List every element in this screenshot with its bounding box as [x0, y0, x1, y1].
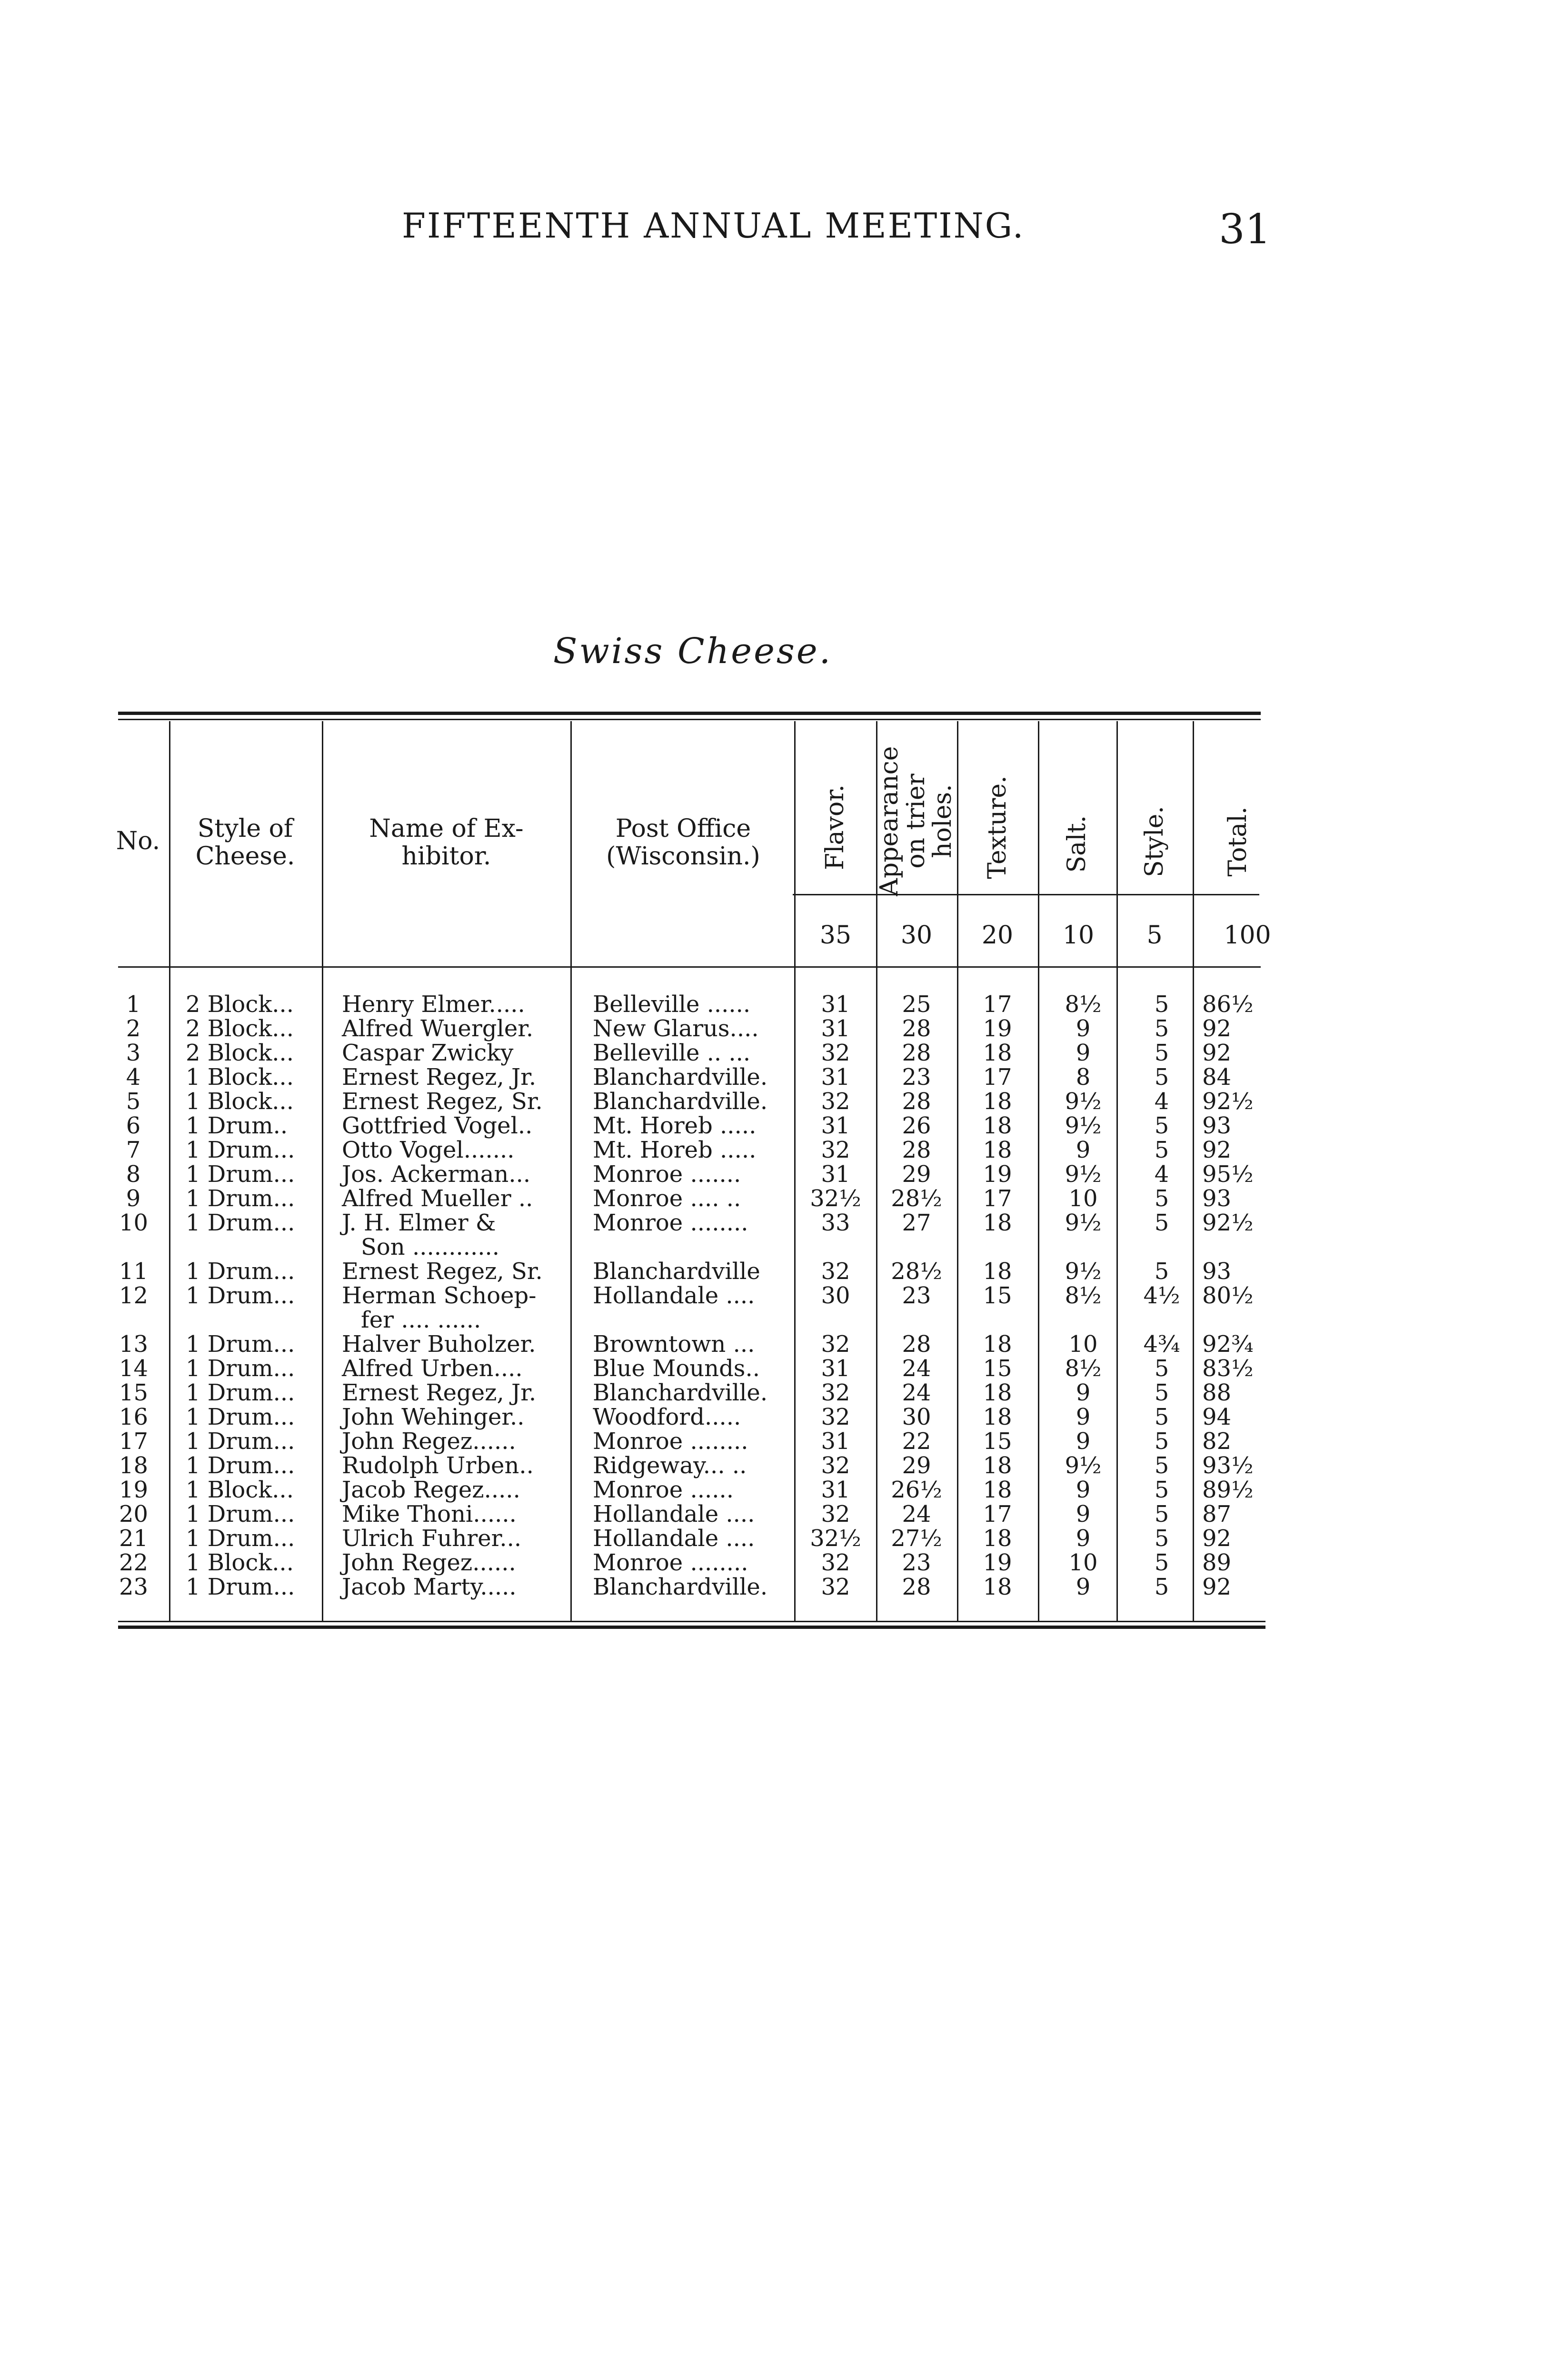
- row-exhibitor: Alfred Mueller ..: [342, 1185, 533, 1212]
- row-appearance-score: 28½: [891, 1185, 942, 1212]
- table-row: [0, 1527, 1554, 1551]
- header-style-line: Style of: [197, 814, 293, 843]
- running-head: FIFTEENTH ANNUAL MEETING.: [402, 206, 1025, 246]
- table-row: [0, 1041, 1554, 1065]
- row-texture-score: 18: [983, 1574, 1012, 1600]
- row-style-score: 5: [1154, 1258, 1169, 1285]
- header-flavor: Flavor.: [821, 784, 849, 871]
- row-post-office: Hollandale ....: [593, 1525, 755, 1552]
- table-row: [0, 1357, 1554, 1381]
- row-texture-score: 17: [983, 991, 1012, 1018]
- table-row: [0, 1405, 1554, 1429]
- row-flavor-score: 32: [821, 1574, 850, 1600]
- row-post-office: Blanchardville.: [593, 1088, 768, 1115]
- row-cheese-style: 1 Drum...: [186, 1379, 295, 1406]
- row-post-office: Blanchardville: [593, 1258, 760, 1285]
- table-top-rule-thick: [118, 712, 1261, 715]
- row-total-score: 84: [1202, 1064, 1232, 1091]
- row-flavor-score: 30: [821, 1282, 850, 1309]
- row-exhibitor: Henry Elmer.....: [342, 991, 525, 1018]
- row-salt-score: 9: [1076, 1574, 1091, 1600]
- row-salt-score: 10: [1068, 1185, 1098, 1212]
- row-appearance-score: 29: [902, 1452, 931, 1479]
- row-salt-score: 10: [1068, 1549, 1098, 1576]
- row-flavor-score: 31: [821, 991, 850, 1018]
- header-divider-rule: [793, 894, 1259, 895]
- row-appearance-score: 28½: [891, 1258, 942, 1285]
- row-cheese-style: 1 Drum...: [186, 1210, 295, 1236]
- row-total-score: 86½: [1202, 991, 1254, 1018]
- table-row: [0, 1284, 1554, 1332]
- row-flavor-score: 31: [821, 1428, 850, 1455]
- row-texture-score: 17: [983, 1501, 1012, 1527]
- row-appearance-score: 25: [902, 991, 931, 1018]
- row-style-score: 5: [1154, 1549, 1169, 1576]
- row-number: 4: [126, 1064, 141, 1091]
- header-appearance-line: on trier: [902, 774, 930, 869]
- table-row: [0, 1211, 1554, 1259]
- max-salt: 10: [1062, 921, 1095, 950]
- row-total-score: 89: [1202, 1549, 1232, 1576]
- header-post-line: (Wisconsin.): [606, 842, 760, 871]
- row-total-score: 92¾: [1202, 1331, 1254, 1358]
- row-flavor-score: 32: [821, 1549, 850, 1576]
- row-cheese-style: 1 Drum..: [186, 1112, 288, 1139]
- row-texture-score: 17: [983, 1064, 1012, 1091]
- row-appearance-score: 23: [902, 1064, 931, 1091]
- row-number: 17: [119, 1428, 149, 1455]
- row-exhibitor: John Regez......: [342, 1549, 516, 1576]
- row-total-score: 89½: [1202, 1477, 1254, 1503]
- row-flavor-score: 32: [821, 1137, 850, 1163]
- header-texture: Texture.: [983, 775, 1012, 879]
- row-texture-score: 15: [983, 1428, 1012, 1455]
- max-texture: 20: [981, 921, 1014, 950]
- row-total-score: 92: [1202, 1574, 1232, 1600]
- row-number: 23: [119, 1574, 149, 1600]
- table-bottom-rule-thin: [118, 1621, 1265, 1622]
- row-cheese-style: 1 Drum...: [186, 1258, 295, 1285]
- row-appearance-score: 26: [902, 1112, 931, 1139]
- row-total-score: 92: [1202, 1525, 1232, 1552]
- page-number: 31: [1219, 206, 1271, 253]
- row-salt-score: 9½: [1065, 1161, 1102, 1188]
- header-style-of-cheese: [171, 815, 319, 870]
- row-salt-score: 8½: [1065, 991, 1102, 1018]
- header-name-line: Name of Ex-: [369, 814, 524, 843]
- row-post-office: Mt. Horeb .....: [593, 1112, 757, 1139]
- row-cheese-style: 1 Block...: [186, 1088, 294, 1115]
- table-row: [0, 1551, 1554, 1575]
- row-texture-score: 18: [983, 1404, 1012, 1430]
- row-total-score: 93½: [1202, 1452, 1254, 1479]
- row-appearance-score: 28: [902, 1137, 931, 1163]
- section-title: Swiss Cheese.: [553, 631, 833, 672]
- header-appearance-line: holes.: [928, 784, 957, 858]
- row-post-office: Monroe ........: [593, 1210, 748, 1236]
- header-no: No.: [116, 827, 160, 855]
- row-salt-score: 9½: [1065, 1258, 1102, 1285]
- row-post-office: Blue Mounds..: [593, 1355, 760, 1382]
- header-post-line: Post Office: [615, 814, 751, 843]
- row-style-score: 5: [1154, 1428, 1169, 1455]
- table-row: [0, 1114, 1554, 1138]
- row-salt-score: 9: [1076, 1501, 1091, 1527]
- row-total-score: 92: [1202, 1040, 1232, 1066]
- row-texture-score: 18: [983, 1210, 1012, 1236]
- header-exhibitor: [324, 815, 569, 870]
- row-style-score: 5: [1154, 991, 1169, 1018]
- row-cheese-style: 1 Drum...: [186, 1574, 295, 1600]
- row-flavor-score: 32: [821, 1501, 850, 1527]
- header-appearance-line: Appearance: [875, 746, 904, 896]
- header-style-score: Style.: [1140, 806, 1169, 877]
- row-cheese-style: 1 Block...: [186, 1064, 294, 1091]
- row-cheese-style: 1 Block...: [186, 1477, 294, 1503]
- row-number: 2: [126, 1015, 141, 1042]
- row-texture-score: 17: [983, 1185, 1012, 1212]
- row-exhibitor: Jacob Regez.....: [342, 1477, 520, 1503]
- row-salt-score: 9: [1076, 1379, 1091, 1406]
- row-post-office: Blanchardville.: [593, 1064, 768, 1091]
- row-post-office: Monroe ........: [593, 1549, 748, 1576]
- row-texture-score: 19: [983, 1015, 1012, 1042]
- row-exhibitor: John Wehinger..: [342, 1404, 525, 1430]
- row-exhibitor-line: Herman Schoep-: [342, 1282, 537, 1309]
- row-style-score: 5: [1154, 1574, 1169, 1600]
- row-exhibitor-line: fer .... ......: [361, 1307, 481, 1333]
- header-name-line: hibitor.: [401, 842, 491, 871]
- table-row: [0, 1065, 1554, 1090]
- row-number: 21: [119, 1525, 149, 1552]
- row-style-score: 5: [1154, 1379, 1169, 1406]
- table-row: [0, 1162, 1554, 1187]
- row-texture-score: 18: [983, 1331, 1012, 1358]
- row-exhibitor: Ernest Regez, Jr.: [342, 1379, 537, 1406]
- row-exhibitor: Ulrich Fuhrer...: [342, 1525, 522, 1552]
- row-exhibitor-line: Son ............: [361, 1234, 500, 1260]
- row-style-score: 4: [1154, 1088, 1169, 1115]
- row-exhibitor: Alfred Wuergler.: [342, 1015, 534, 1042]
- row-appearance-score: 28: [902, 1088, 931, 1115]
- row-salt-score: 9: [1076, 1428, 1091, 1455]
- row-number: 14: [119, 1355, 149, 1382]
- row-salt-score: 9: [1076, 1477, 1091, 1503]
- table-row: [0, 1259, 1554, 1284]
- row-flavor-score: 31: [821, 1161, 850, 1188]
- row-texture-score: 18: [983, 1040, 1012, 1066]
- row-appearance-score: 24: [902, 1355, 931, 1382]
- row-salt-score: 9½: [1065, 1452, 1102, 1479]
- row-cheese-style: 1 Drum...: [186, 1452, 295, 1479]
- table-row: [0, 1575, 1554, 1599]
- row-number: 16: [119, 1404, 149, 1430]
- row-appearance-score: 27½: [891, 1525, 942, 1552]
- table-row: [0, 1381, 1554, 1405]
- row-number: 3: [126, 1040, 141, 1066]
- row-exhibitor: Gottfried Vogel..: [342, 1112, 533, 1139]
- header-salt: Salt.: [1063, 815, 1091, 873]
- row-cheese-style: 1 Drum...: [186, 1428, 295, 1455]
- row-appearance-score: 30: [902, 1404, 931, 1430]
- row-texture-score: 19: [983, 1549, 1012, 1576]
- row-appearance-score: 28: [902, 1015, 931, 1042]
- row-number: 11: [119, 1258, 149, 1285]
- row-cheese-style: 2 Block...: [186, 1015, 294, 1042]
- row-exhibitor: Otto Vogel.......: [342, 1137, 515, 1163]
- row-exhibitor-line: J. H. Elmer &: [342, 1210, 496, 1236]
- header-appearance: [876, 733, 957, 909]
- row-cheese-style: 1 Drum...: [186, 1404, 295, 1430]
- row-exhibitor: Rudolph Urben..: [342, 1452, 534, 1479]
- row-style-score: 5: [1154, 1525, 1169, 1552]
- table-row: [0, 1332, 1554, 1357]
- row-exhibitor: Caspar Zwicky: [342, 1040, 514, 1066]
- row-post-office: Monroe .... ..: [593, 1185, 741, 1212]
- row-number: 15: [119, 1379, 149, 1406]
- row-post-office: Monroe .......: [593, 1161, 741, 1188]
- table-row: [0, 1017, 1554, 1041]
- table-row: [0, 1478, 1554, 1502]
- row-salt-score: 8½: [1065, 1282, 1102, 1309]
- row-exhibitor: [342, 1211, 499, 1259]
- row-flavor-score: 31: [821, 1355, 850, 1382]
- header-bottom-rule: [118, 966, 1261, 968]
- row-flavor-score: 32: [821, 1379, 850, 1406]
- table-row: [0, 1429, 1554, 1454]
- row-flavor-score: 33: [821, 1210, 850, 1236]
- row-cheese-style: 1 Drum...: [186, 1282, 295, 1309]
- row-total-score: 87: [1202, 1501, 1232, 1527]
- row-texture-score: 18: [983, 1258, 1012, 1285]
- row-appearance-score: 23: [902, 1282, 931, 1309]
- row-style-score: 5: [1154, 1210, 1169, 1236]
- row-flavor-score: 31: [821, 1015, 850, 1042]
- row-exhibitor: Ernest Regez, Jr.: [342, 1064, 537, 1091]
- row-salt-score: 9: [1076, 1404, 1091, 1430]
- row-appearance-score: 29: [902, 1161, 931, 1188]
- row-salt-score: 9: [1076, 1525, 1091, 1552]
- row-style-score: 5: [1154, 1015, 1169, 1042]
- row-post-office: Mt. Horeb .....: [593, 1137, 757, 1163]
- row-post-office: Browntown ...: [593, 1331, 755, 1358]
- row-number: 6: [126, 1112, 141, 1139]
- row-flavor-score: 32: [821, 1088, 850, 1115]
- row-exhibitor: Halver Buholzer.: [342, 1331, 536, 1358]
- row-post-office: Belleville .. ...: [593, 1040, 751, 1066]
- row-salt-score: 9½: [1065, 1112, 1102, 1139]
- row-flavor-score: 32½: [810, 1525, 861, 1552]
- row-post-office: Hollandale ....: [593, 1282, 755, 1309]
- row-post-office: New Glarus....: [593, 1015, 759, 1042]
- row-cheese-style: 1 Drum...: [186, 1161, 295, 1188]
- row-cheese-style: 1 Drum...: [186, 1185, 295, 1212]
- row-cheese-style: 1 Drum...: [186, 1331, 295, 1358]
- row-style-score: 5: [1154, 1477, 1169, 1503]
- row-salt-score: 10: [1068, 1331, 1098, 1358]
- table-row: [0, 1138, 1554, 1162]
- table-bottom-rule-thick: [118, 1626, 1265, 1629]
- header-total: Total.: [1224, 806, 1252, 877]
- row-appearance-score: 24: [902, 1501, 931, 1527]
- row-number: 13: [119, 1331, 149, 1358]
- table-row: [0, 1187, 1554, 1211]
- row-cheese-style: 2 Block...: [186, 1040, 294, 1066]
- row-exhibitor: Jos. Ackerman...: [342, 1161, 531, 1188]
- row-total-score: 93: [1202, 1112, 1232, 1139]
- row-style-score: 5: [1154, 1040, 1169, 1066]
- row-flavor-score: 32: [821, 1331, 850, 1358]
- table-body: [0, 992, 1554, 1599]
- row-exhibitor: Ernest Regez, Sr.: [342, 1258, 543, 1285]
- row-style-score: 5: [1154, 1112, 1169, 1139]
- row-total-score: 92: [1202, 1137, 1232, 1163]
- row-flavor-score: 32: [821, 1404, 850, 1430]
- row-post-office: Monroe ......: [593, 1477, 734, 1503]
- row-style-score: 4¾: [1143, 1331, 1180, 1358]
- row-flavor-score: 32: [821, 1452, 850, 1479]
- row-cheese-style: 1 Drum...: [186, 1525, 295, 1552]
- row-appearance-score: 28: [902, 1574, 931, 1600]
- max-total: 100: [1224, 921, 1271, 950]
- row-number: 8: [126, 1161, 141, 1188]
- row-style-score: 5: [1154, 1137, 1169, 1163]
- row-flavor-score: 32½: [810, 1185, 861, 1212]
- row-texture-score: 15: [983, 1282, 1012, 1309]
- row-salt-score: 8½: [1065, 1355, 1102, 1382]
- row-exhibitor: Ernest Regez, Sr.: [342, 1088, 543, 1115]
- row-appearance-score: 24: [902, 1379, 931, 1406]
- row-number: 5: [126, 1088, 141, 1115]
- row-texture-score: 18: [983, 1379, 1012, 1406]
- row-number: 10: [119, 1210, 149, 1236]
- row-post-office: Belleville ......: [593, 991, 751, 1018]
- row-exhibitor: Jacob Marty.....: [342, 1574, 517, 1600]
- row-post-office: Hollandale ....: [593, 1501, 755, 1527]
- row-number: 12: [119, 1282, 149, 1309]
- row-appearance-score: 28: [902, 1331, 931, 1358]
- row-total-score: 82: [1202, 1428, 1232, 1455]
- row-number: 9: [126, 1185, 141, 1212]
- row-post-office: Monroe ........: [593, 1428, 748, 1455]
- row-total-score: 80½: [1202, 1282, 1254, 1309]
- row-appearance-score: 22: [902, 1428, 931, 1455]
- row-total-score: 95½: [1202, 1161, 1254, 1188]
- table-top-rule-thin: [118, 719, 1261, 720]
- row-number: 18: [119, 1452, 149, 1479]
- row-post-office: Blanchardville.: [593, 1379, 768, 1406]
- row-appearance-score: 27: [902, 1210, 931, 1236]
- row-total-score: 92: [1202, 1015, 1232, 1042]
- row-flavor-score: 32: [821, 1258, 850, 1285]
- table-row: [0, 1454, 1554, 1478]
- table-row: [0, 992, 1554, 1017]
- row-post-office: Woodford.....: [593, 1404, 741, 1430]
- row-cheese-style: 1 Drum...: [186, 1355, 295, 1382]
- row-texture-score: 18: [983, 1477, 1012, 1503]
- row-flavor-score: 31: [821, 1112, 850, 1139]
- header-style-line: Cheese.: [195, 842, 295, 871]
- row-number: 20: [119, 1501, 149, 1527]
- row-texture-score: 19: [983, 1161, 1012, 1188]
- row-total-score: 88: [1202, 1379, 1232, 1406]
- row-exhibitor: [342, 1284, 536, 1332]
- row-cheese-style: 1 Drum...: [186, 1137, 295, 1163]
- row-number: 22: [119, 1549, 149, 1576]
- row-texture-score: 18: [983, 1452, 1012, 1479]
- row-flavor-score: 31: [821, 1477, 850, 1503]
- row-appearance-score: 28: [902, 1040, 931, 1066]
- row-appearance-score: 23: [902, 1549, 931, 1576]
- row-number: 7: [126, 1137, 141, 1163]
- row-cheese-style: 2 Block...: [186, 991, 294, 1018]
- row-texture-score: 15: [983, 1355, 1012, 1382]
- row-salt-score: 9: [1076, 1040, 1091, 1066]
- row-texture-score: 18: [983, 1137, 1012, 1163]
- row-total-score: 83½: [1202, 1355, 1254, 1382]
- row-appearance-score: 26½: [891, 1477, 942, 1503]
- header-post-office: [574, 815, 793, 870]
- row-total-score: 93: [1202, 1185, 1232, 1212]
- row-style-score: 5: [1154, 1185, 1169, 1212]
- row-number: 19: [119, 1477, 149, 1503]
- row-cheese-style: 1 Drum...: [186, 1501, 295, 1527]
- row-flavor-score: 31: [821, 1064, 850, 1091]
- row-total-score: 92½: [1202, 1210, 1254, 1236]
- row-total-score: 94: [1202, 1404, 1232, 1430]
- max-style: 5: [1146, 921, 1163, 950]
- max-flavor: 35: [819, 921, 852, 950]
- row-texture-score: 18: [983, 1088, 1012, 1115]
- row-style-score: 5: [1154, 1355, 1169, 1382]
- row-salt-score: 9½: [1065, 1088, 1102, 1115]
- row-salt-score: 8: [1076, 1064, 1091, 1091]
- row-exhibitor: Mike Thoni......: [342, 1501, 517, 1527]
- row-style-score: 4: [1154, 1161, 1169, 1188]
- row-exhibitor: Alfred Urben....: [342, 1355, 523, 1382]
- row-post-office: Blanchardville.: [593, 1574, 768, 1600]
- table-row: [0, 1502, 1554, 1527]
- max-appearance: 30: [900, 921, 933, 950]
- row-total-score: 93: [1202, 1258, 1232, 1285]
- row-flavor-score: 32: [821, 1040, 850, 1066]
- row-style-score: 4½: [1143, 1282, 1180, 1309]
- row-post-office: Ridgeway... ..: [593, 1452, 747, 1479]
- row-texture-score: 18: [983, 1112, 1012, 1139]
- table-row: [0, 1090, 1554, 1114]
- row-salt-score: 9: [1076, 1015, 1091, 1042]
- row-salt-score: 9: [1076, 1137, 1091, 1163]
- row-style-score: 5: [1154, 1064, 1169, 1091]
- row-texture-score: 18: [983, 1525, 1012, 1552]
- row-style-score: 5: [1154, 1452, 1169, 1479]
- row-cheese-style: 1 Block...: [186, 1549, 294, 1576]
- row-exhibitor: John Regez......: [342, 1428, 516, 1455]
- row-style-score: 5: [1154, 1404, 1169, 1430]
- row-salt-score: 9½: [1065, 1210, 1102, 1236]
- row-number: 1: [126, 991, 141, 1018]
- row-total-score: 92½: [1202, 1088, 1254, 1115]
- row-style-score: 5: [1154, 1501, 1169, 1527]
